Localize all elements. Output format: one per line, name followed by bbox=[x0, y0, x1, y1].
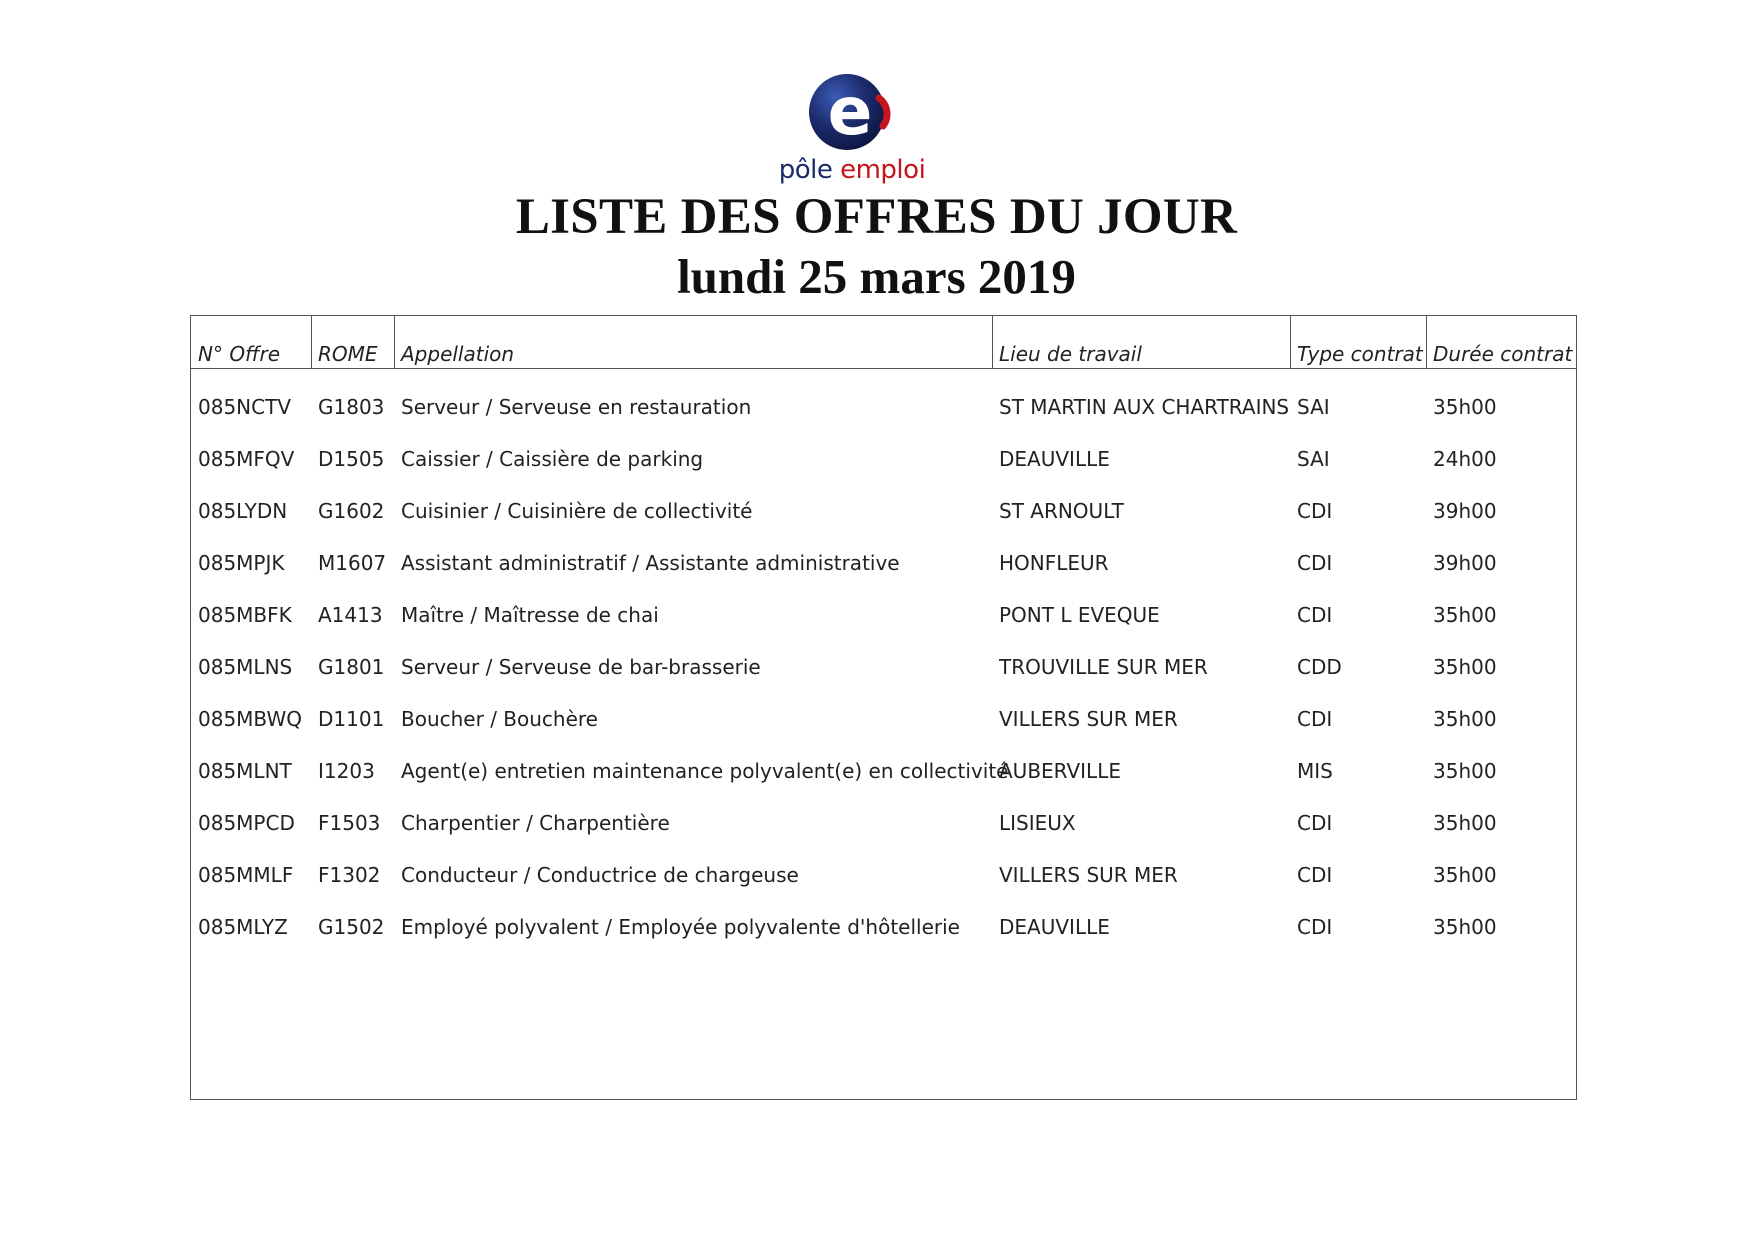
table-row bbox=[191, 707, 1576, 759]
rome-code: F1302 bbox=[318, 863, 381, 887]
table-row bbox=[191, 915, 1576, 967]
table-row bbox=[191, 551, 1576, 603]
contract-duration: 35h00 bbox=[1433, 863, 1497, 887]
offers-table bbox=[190, 315, 1577, 1100]
contract-type: CDI bbox=[1297, 811, 1333, 835]
offer-number: 085MMLF bbox=[198, 863, 294, 887]
appellation: Agent(e) entretien maintenance polyvalent(e) en collectivité bbox=[401, 759, 1009, 783]
workplace: ST MARTIN AUX CHARTRAINS bbox=[999, 395, 1290, 419]
header-contract-duration: Durée contrat bbox=[1433, 342, 1573, 366]
header-underline bbox=[191, 368, 1576, 369]
appellation: Cuisinier / Cuisinière de collectivité bbox=[401, 499, 753, 523]
page-title: LISTE DES OFFRES DU JOUR bbox=[515, 189, 1238, 245]
appellation: Assistant administratif / Assistante administrative bbox=[401, 551, 900, 575]
appellation: Caissier / Caissière de parking bbox=[401, 447, 704, 471]
appellation: Boucher / Bouchère bbox=[401, 707, 598, 731]
contract-duration: 35h00 bbox=[1433, 811, 1497, 835]
contract-type: SAI bbox=[1297, 447, 1330, 471]
workplace: DEAUVILLE bbox=[999, 447, 1110, 471]
contract-duration: 35h00 bbox=[1433, 759, 1497, 783]
rome-code: M1607 bbox=[318, 551, 387, 575]
rome-code: G1803 bbox=[318, 395, 385, 419]
header-contract-type: Type contrat bbox=[1297, 342, 1423, 366]
header-rome: ROME bbox=[318, 342, 378, 366]
offer-number: 085MPCD bbox=[198, 811, 295, 835]
contract-type: CDI bbox=[1297, 863, 1333, 887]
column-divider bbox=[1426, 316, 1427, 368]
contract-duration: 35h00 bbox=[1433, 707, 1497, 731]
contract-duration: 35h00 bbox=[1433, 395, 1497, 419]
column-divider bbox=[992, 316, 993, 368]
offer-number: 085MLYZ bbox=[198, 915, 288, 939]
column-divider bbox=[311, 316, 312, 368]
offer-number: 085MPJK bbox=[198, 551, 285, 575]
workplace: TROUVILLE SUR MER bbox=[999, 655, 1208, 679]
offer-number: 085LYDN bbox=[198, 499, 288, 523]
rome-code: G1502 bbox=[318, 915, 385, 939]
table-row bbox=[191, 603, 1576, 655]
workplace: HONFLEUR bbox=[999, 551, 1109, 575]
workplace: ST ARNOULT bbox=[999, 499, 1124, 523]
appellation: Serveur / Serveuse en restauration bbox=[401, 395, 752, 419]
workplace: VILLERS SUR MER bbox=[999, 707, 1178, 731]
contract-type: CDI bbox=[1297, 707, 1333, 731]
table-row bbox=[191, 655, 1576, 707]
workplace: LISIEUX bbox=[999, 811, 1076, 835]
appellation: Employé polyvalent / Employée polyvalente d'hôtellerie bbox=[401, 915, 960, 939]
pole-emploi-logo bbox=[766, 72, 938, 192]
offer-number: 085MBFK bbox=[198, 603, 292, 627]
table-row bbox=[191, 759, 1576, 811]
appellation: Charpentier / Charpentière bbox=[401, 811, 670, 835]
header-workplace: Lieu de travail bbox=[999, 342, 1142, 366]
offer-number: 085MFQV bbox=[198, 447, 295, 471]
contract-type: CDD bbox=[1297, 655, 1342, 679]
workplace: DEAUVILLE bbox=[999, 915, 1110, 939]
table-row bbox=[191, 499, 1576, 551]
contract-type: CDI bbox=[1297, 915, 1333, 939]
pole-emploi-e-icon bbox=[805, 72, 897, 156]
contract-type: CDI bbox=[1297, 551, 1333, 575]
contract-type: CDI bbox=[1297, 499, 1333, 523]
logo-wordmark: pôle emploi bbox=[778, 155, 926, 185]
rome-code: D1101 bbox=[318, 707, 385, 731]
workplace: PONT L EVEQUE bbox=[999, 603, 1160, 627]
offer-number: 085MLNS bbox=[198, 655, 293, 679]
offer-number: 085MBWQ bbox=[198, 707, 302, 731]
workplace: VILLERS SUR MER bbox=[999, 863, 1178, 887]
contract-type: SAI bbox=[1297, 395, 1330, 419]
workplace: AUBERVILLE bbox=[999, 759, 1121, 783]
rome-code: D1505 bbox=[318, 447, 385, 471]
rome-code: A1413 bbox=[318, 603, 383, 627]
contract-duration: 39h00 bbox=[1433, 551, 1497, 575]
contract-duration: 24h00 bbox=[1433, 447, 1497, 471]
offer-number: 085MLNT bbox=[198, 759, 292, 783]
contract-type: CDI bbox=[1297, 603, 1333, 627]
appellation: Maître / Maîtresse de chai bbox=[401, 603, 659, 627]
offer-number: 085NCTV bbox=[198, 395, 291, 419]
table-row bbox=[191, 811, 1576, 863]
header-offer-number: N° Offre bbox=[198, 342, 281, 366]
page-date: lundi 25 mars 2019 bbox=[677, 249, 1076, 304]
column-divider bbox=[1290, 316, 1291, 368]
header-appellation: Appellation bbox=[401, 342, 515, 366]
contract-duration: 35h00 bbox=[1433, 655, 1497, 679]
contract-duration: 35h00 bbox=[1433, 915, 1497, 939]
rome-code: G1602 bbox=[318, 499, 385, 523]
appellation: Conducteur / Conductrice de chargeuse bbox=[401, 863, 799, 887]
svg-text:e: e bbox=[827, 73, 873, 150]
rome-code: I1203 bbox=[318, 759, 375, 783]
column-divider bbox=[394, 316, 395, 368]
table-row bbox=[191, 447, 1576, 499]
appellation: Serveur / Serveuse de bar-brasserie bbox=[401, 655, 761, 679]
table-row bbox=[191, 863, 1576, 915]
table-row bbox=[191, 395, 1576, 447]
contract-duration: 35h00 bbox=[1433, 603, 1497, 627]
contract-type: MIS bbox=[1297, 759, 1333, 783]
contract-duration: 39h00 bbox=[1433, 499, 1497, 523]
rome-code: G1801 bbox=[318, 655, 385, 679]
rome-code: F1503 bbox=[318, 811, 381, 835]
